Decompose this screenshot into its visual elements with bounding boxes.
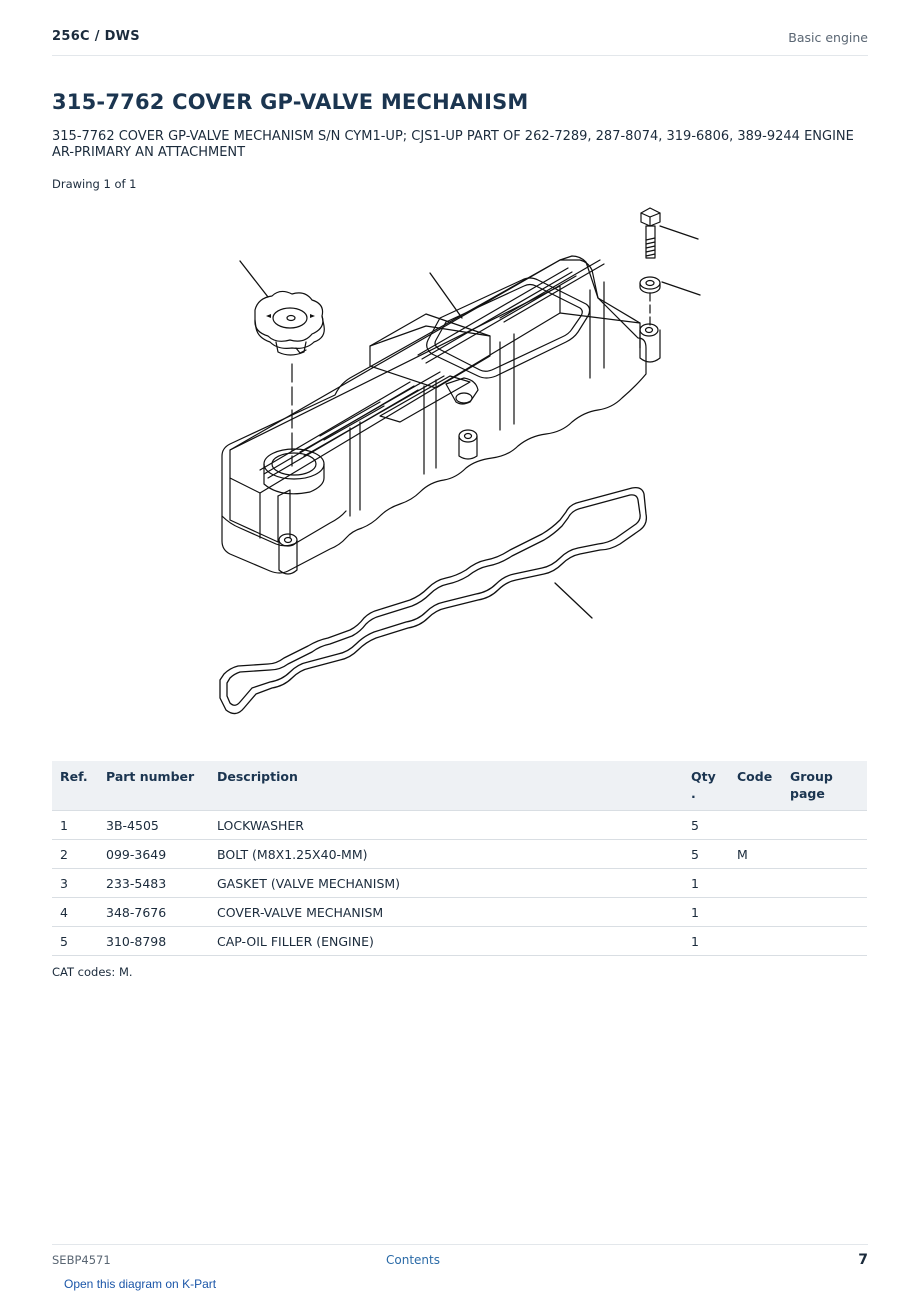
cell-part-number: 310-8798 xyxy=(98,927,209,956)
cell-part-number: 3B-4505 xyxy=(98,811,209,840)
page-number: 7 xyxy=(858,1252,868,1268)
cell-qty: 5 xyxy=(683,811,729,840)
header-part-number: Part number xyxy=(98,761,209,811)
cell-part-number: 348-7676 xyxy=(98,898,209,927)
part-description: 315-7762 COVER GP-VALVE MECHANISM S/N CYM1-UP; CJS1-UP PART OF 262-7289, 287-8074, 319-6806, 389-9244 ENGINE AR-PRIMARY AN ATTACHMENT xyxy=(52,129,854,160)
cell-description: COVER-VALVE MECHANISM xyxy=(209,898,683,927)
cell-group-page xyxy=(782,927,867,956)
header-divider xyxy=(52,55,868,56)
table-row xyxy=(52,840,867,869)
cell-ref: 5 xyxy=(52,927,98,956)
header-code: Code xyxy=(729,761,782,811)
cell-group-page xyxy=(782,811,867,840)
cell-description: GASKET (VALVE MECHANISM) xyxy=(209,869,683,898)
cell-ref: 3 xyxy=(52,869,98,898)
cell-ref: 2 xyxy=(52,840,98,869)
header-description: Description xyxy=(209,761,683,811)
cell-part-number: 099-3649 xyxy=(98,840,209,869)
gasket-part xyxy=(220,488,646,714)
drawing-label: Drawing 1 of 1 xyxy=(52,177,137,191)
valve-cover-part xyxy=(222,256,660,574)
cat-codes-note: CAT codes: M. xyxy=(52,965,133,979)
cell-qty: 1 xyxy=(683,927,729,956)
header-group-page: Group page xyxy=(782,761,867,811)
header-model: 256C / DWS xyxy=(52,29,140,44)
header-qty: Qty . xyxy=(683,761,729,811)
table-row xyxy=(52,927,867,956)
cell-qty: 1 xyxy=(683,869,729,898)
cell-description: CAP-OIL FILLER (ENGINE) xyxy=(209,927,683,956)
bolt-part xyxy=(641,208,660,258)
table-row xyxy=(52,869,867,898)
cell-code: M xyxy=(729,840,782,869)
cell-ref: 4 xyxy=(52,898,98,927)
cell-code xyxy=(729,927,782,956)
cell-group-page xyxy=(782,840,867,869)
cell-part-number: 233-5483 xyxy=(98,869,209,898)
table-row xyxy=(52,811,867,840)
header-ref: Ref. xyxy=(52,761,98,811)
cell-code xyxy=(729,898,782,927)
footer-doc-number: SEBP4571 xyxy=(52,1253,111,1267)
parts-diagram xyxy=(200,198,720,743)
parts-table xyxy=(52,761,867,956)
table-header-row xyxy=(52,761,867,811)
cell-code xyxy=(729,869,782,898)
cell-qty: 5 xyxy=(683,840,729,869)
open-diagram-link[interactable]: Open this diagram on K-Part xyxy=(64,1277,217,1291)
page-title: 315-7762 COVER GP-VALVE MECHANISM xyxy=(52,90,529,114)
table-row xyxy=(52,898,867,927)
cell-qty: 1 xyxy=(683,898,729,927)
footer-divider xyxy=(52,1244,868,1245)
cell-description: LOCKWASHER xyxy=(209,811,683,840)
cell-group-page xyxy=(782,898,867,927)
callout-leaders xyxy=(240,226,700,618)
cell-group-page xyxy=(782,869,867,898)
cell-ref: 1 xyxy=(52,811,98,840)
cell-description: BOLT (M8X1.25X40-MM) xyxy=(209,840,683,869)
contents-link[interactable]: Contents xyxy=(386,1253,440,1267)
header-section: Basic engine xyxy=(788,30,868,45)
lockwasher-part xyxy=(640,277,660,293)
cell-code xyxy=(729,811,782,840)
oil-filler-cap-part xyxy=(255,291,324,355)
